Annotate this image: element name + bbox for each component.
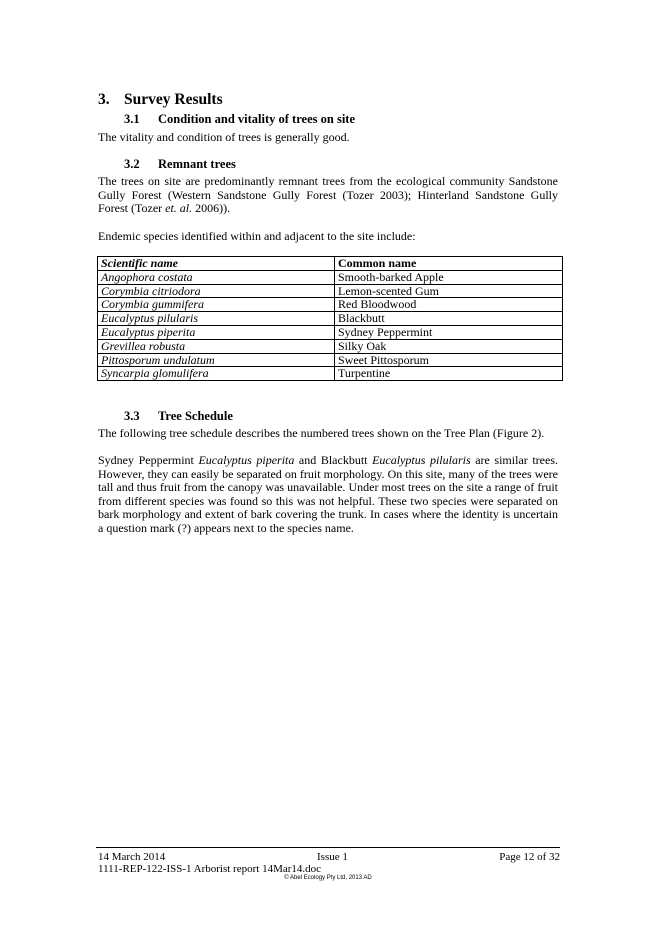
footer-date: 14 March 2014 <box>98 851 166 863</box>
subsection-heading-condition <box>124 112 355 127</box>
subsection-heading-remnant <box>124 157 236 172</box>
table-row <box>98 312 563 326</box>
subsection-number: 3.3 <box>124 409 140 423</box>
subsection-title: Condition and vitality of trees on site <box>158 112 355 126</box>
section-title: Survey Results <box>124 91 223 108</box>
schedule-intro: The following tree schedule describes the numbered trees shown on the Tree Plan (Figure 2). <box>98 426 545 440</box>
subsection-number: 3.1 <box>124 112 140 126</box>
scientific-name-cell: Corymbia gummifera <box>98 298 335 312</box>
section-number: 3. <box>98 91 110 108</box>
subsection-title: Remnant trees <box>158 157 236 171</box>
table-row <box>98 353 563 367</box>
section-heading <box>98 91 223 109</box>
schedule-paragraph <box>98 454 558 536</box>
scientific-name-cell: Pittosporum undulatum <box>98 353 335 367</box>
scientific-name-cell: Corymbia citriodora <box>98 284 335 298</box>
table-row <box>98 325 563 339</box>
common-name-cell: Turpentine <box>335 367 563 381</box>
scientific-name-cell: Angophora costata <box>98 270 335 284</box>
subsection-number: 3.2 <box>124 157 140 171</box>
remnant-text-start: The trees on site are predominantly remnant trees from the ecological community Sandstone Gully Forest (Western Sandstone Gully Forest (Tozer 2003); Hinterland Sandstone Gully Forest (Tozer <box>98 174 558 216</box>
footer-page-number: Page 12 of 32 <box>499 851 560 863</box>
scientific-name-cell: Eucalyptus piperita <box>98 325 335 339</box>
common-name-cell: Sweet Pittosporum <box>335 353 563 367</box>
footer-issue: Issue 1 <box>317 851 348 863</box>
schedule-text-a: Sydney Peppermint <box>98 453 199 467</box>
scientific-name-cell: Eucalyptus pilularis <box>98 312 335 326</box>
table-row <box>98 270 563 284</box>
common-name-cell: Smooth-barked Apple <box>335 270 563 284</box>
common-name-cell: Sydney Peppermint <box>335 325 563 339</box>
remnant-text-end: 2006)). <box>192 201 231 216</box>
subsection-title: Tree Schedule <box>158 409 233 423</box>
schedule-text-c: and Blackbutt <box>294 453 373 467</box>
subsection-heading-schedule <box>124 409 233 424</box>
footer-filename: 1111-REP-122-ISS-1 Arborist report 14Mar14.doc <box>98 863 322 875</box>
species-name-pilularis: Eucalyptus pilularis <box>372 453 471 467</box>
condition-paragraph: The vitality and condition of trees is generally good. <box>98 130 350 144</box>
schedule-text-e: are similar trees. However, they can easily be separated on fruit morphology. On this site, many of the trees were tall and thus fruit from the canopy was unavailable. Under most trees on the site a range of fruit from different species was found so this was not helpful. These two species were separated on bark morphology and extent of bark covering the trunk. In cases where the identity is uncertain a question mark (?) appears next to the species name. <box>98 453 558 535</box>
species-intro: Endemic species identified within and adjacent to the site include: <box>98 229 416 243</box>
et-al-text: et. al. <box>165 201 193 216</box>
common-name-cell: Lemon-scented Gum <box>335 284 563 298</box>
scientific-name-cell: Grevillea robusta <box>98 339 335 353</box>
species-name-piperita: Eucalyptus piperita <box>198 453 295 467</box>
table-row <box>98 367 563 381</box>
footer-copyright: © Abel Ecology Pty Ltd, 2013 AD <box>284 875 372 881</box>
table-row <box>98 339 563 353</box>
column-header-scientific: Scientific name <box>98 257 335 271</box>
remnant-paragraph <box>98 175 558 216</box>
common-name-cell: Blackbutt <box>335 312 563 326</box>
species-table <box>97 256 563 381</box>
column-header-common: Common name <box>335 257 563 271</box>
table-header-row <box>98 257 563 271</box>
table-row <box>98 284 563 298</box>
footer-divider <box>96 847 560 848</box>
common-name-cell: Red Bloodwood <box>335 298 563 312</box>
scientific-name-cell: Syncarpia glomulifera <box>98 367 335 381</box>
table-row <box>98 298 563 312</box>
common-name-cell: Silky Oak <box>335 339 563 353</box>
